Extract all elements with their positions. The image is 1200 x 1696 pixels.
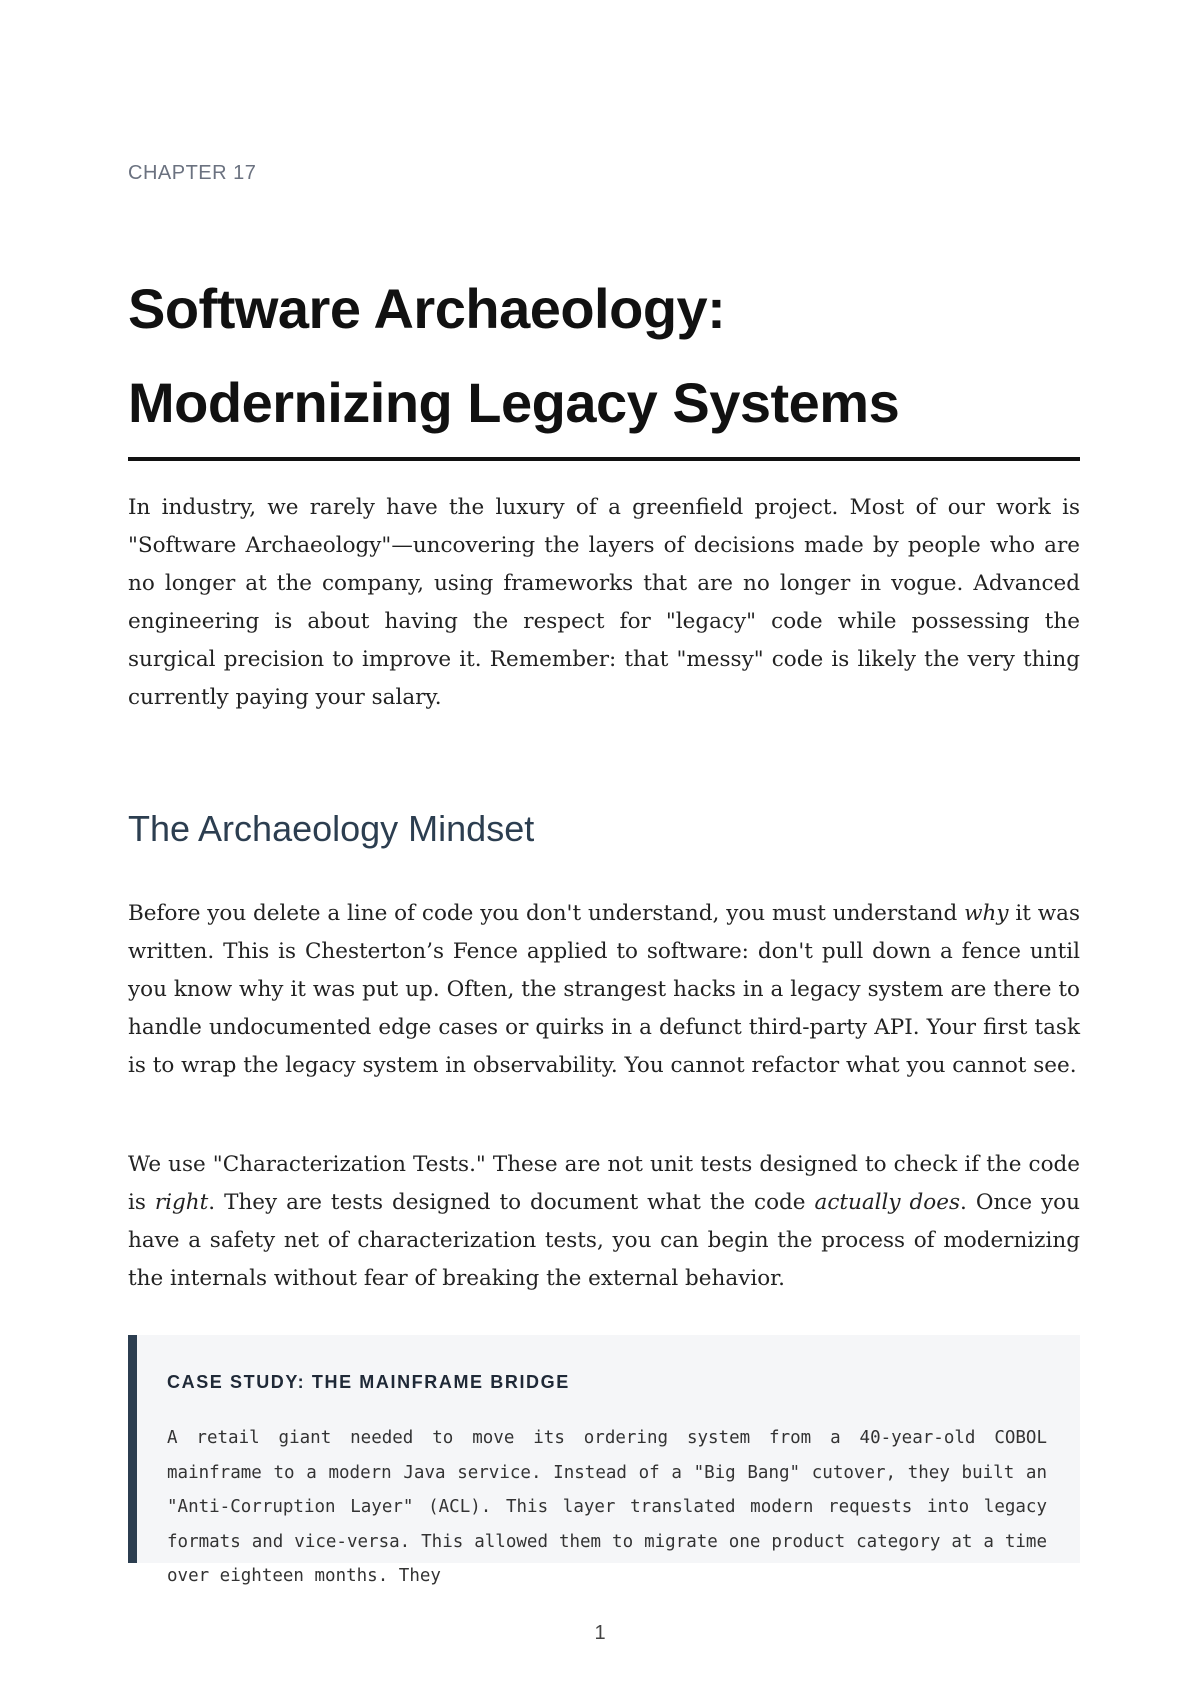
chapter-label: CHAPTER 17	[128, 162, 257, 184]
document-page	[128, 0, 1080, 1696]
case-study-body: A retail giant needed to move its ordering system from a 40-year-old COBOL mainframe to a modern Java service. Instead of a "Big Bang" cutover, they built an "Anti-Corruption Layer" (ACL). This layer translated modern requests into legacy formats and vice-versa. This allowed them to migrate one product category at a time over eighteen months. They	[167, 1428, 1047, 1586]
page-number: 1	[594, 1622, 606, 1644]
case-study-title: CASE STUDY: THE MAINFRAME BRIDGE	[167, 1372, 570, 1392]
intro-paragraph: In industry, we rarely have the luxury of a greenfield project. Most of our work is "Software Archaeology"—uncovering the layers of decisions made by people who are no longer at the company, using frameworks that are no longer in vogue. Advanced engineering is about having the respect for "legacy" code while possessing the surgical precision to improve it. Remember: that "messy" code is likely the very thing currently paying your salary.	[128, 495, 1080, 710]
paragraph-2-text-c: . Once you have a safety net of characterization tests, you can begin the process of modernizing the internals without fear of breaking the external behavior.	[128, 1190, 1080, 1291]
paragraph-1-text-a: Before you delete a line of code you don't understand, you must understand	[128, 901, 965, 926]
body-paragraph-2	[128, 1146, 1080, 1298]
paragraph-2-text-b: . They are tests designed to document what the code	[208, 1190, 815, 1215]
paragraph-2-emphasis-1: right	[154, 1190, 209, 1215]
chapter-title-line-2: Modernizing Legacy Systems	[128, 371, 900, 434]
paragraph-2-emphasis-2: actually does	[814, 1190, 961, 1215]
case-study-callout	[128, 1335, 1080, 1586]
paragraph-2-text-a: We use "Characterization Tests." These are not unit tests designed to check if the code is	[128, 1152, 1080, 1215]
chapter-title	[128, 262, 1080, 450]
paragraph-1-text-b: it was written. This is Chesterton’s Fence applied to software: don't pull down a fence until you know why it was put up. Often, the strangest hacks in a legacy system are there to handle undocumented edge cases or quirks in a defunct third-party API. Your first task is to wrap the legacy system in observability. You cannot refactor what you cannot see.	[128, 901, 1080, 1078]
title-divider	[128, 457, 1080, 461]
section-heading: The Archaeology Mindset	[128, 808, 535, 849]
paragraph-1-emphasis: why	[964, 901, 1009, 926]
body-paragraph-1	[128, 895, 1080, 1085]
chapter-title-line-1: Software Archaeology:	[128, 277, 726, 340]
